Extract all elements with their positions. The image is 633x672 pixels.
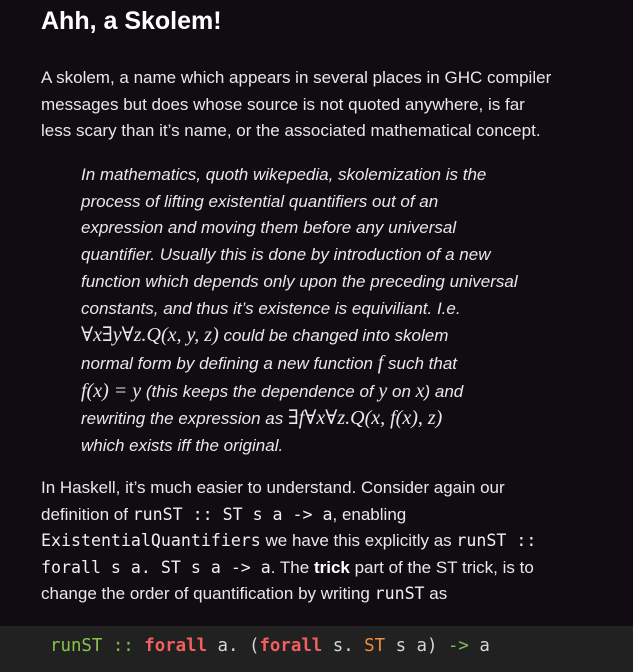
code-token-operator: -> (447, 636, 469, 656)
quote-text: ) and (424, 381, 464, 401)
code-token-type: ST (364, 636, 386, 656)
quote-text: function which depends only upon the preceding universal (81, 271, 518, 291)
quote-text: normal form by defining a new function (81, 353, 378, 373)
haskell-paragraph (41, 475, 581, 608)
intro-paragraph (41, 65, 581, 145)
text-span: In Haskell, it’s much easier to understand. Consider again our (41, 478, 505, 497)
quote-text: such that (383, 353, 457, 373)
quote-text: quantifier. Usually this is done by introduction of a new (81, 245, 491, 265)
code-token-identifier: a (468, 636, 490, 656)
math-formula: ∃f∀x∀z.Q(x, f(x), z) (287, 407, 443, 430)
blockquote (81, 162, 551, 460)
quote-text: expression and moving them before any universal (81, 218, 457, 238)
inline-code: forall s a. ST s a -> a (41, 557, 271, 577)
text-line: A skolem, a name which appears in several places in GHC compiler (41, 68, 552, 87)
code-token-identifier: s. (322, 636, 365, 656)
text-span: as (424, 584, 448, 603)
text-span: , enabling (332, 504, 407, 524)
text-line: less scary than it’s name, or the associated mathematical concept. (41, 121, 541, 140)
code-line (50, 635, 490, 657)
code-token-identifier: a. ( (207, 636, 260, 656)
text-span: we have this explicitly as (260, 531, 457, 550)
quote-text: rewriting the expression as (81, 409, 288, 429)
code-token-keyword: forall (259, 636, 323, 656)
math-formula: f (377, 351, 384, 374)
text-span: part of the ST trick, is to (349, 557, 534, 577)
code-token-function: runST (50, 636, 103, 656)
quote-text: process of lifting existential quantifiers out of an (81, 191, 439, 211)
inline-code: runST :: (456, 531, 537, 550)
text-span: . The (270, 557, 314, 577)
inline-code: ExistentialQuantifiers (41, 531, 261, 550)
code-token-operator: :: (102, 636, 145, 656)
text-span: change the order of quantification by writing (41, 584, 375, 603)
quote-text: constants, and thus it’s existence is equiviliant. I.e. (81, 298, 461, 318)
text-span: definition of (41, 504, 133, 524)
math-formula: f(x) = y (81, 379, 142, 402)
math-formula: x (415, 379, 425, 402)
text-line: messages but does whose source is not quoted anywhere, is far (41, 94, 525, 114)
math-formula: y (378, 379, 388, 402)
code-token-identifier: s a) (385, 636, 448, 656)
code-block (0, 626, 633, 672)
inline-code: runST :: ST s a -> a (132, 504, 333, 524)
bold-text: trick (313, 557, 350, 577)
quote-text: (this keeps the dependence of (141, 381, 379, 401)
quote-text: In mathematics, quoth wikepedia, skolemization is the (81, 165, 487, 184)
code-token-keyword: forall (144, 636, 208, 656)
quote-text: which exists iff the original. (81, 436, 284, 456)
quote-text: could be changed into skolem (218, 326, 449, 346)
math-formula: ∀x∃y∀z.Q(x, y, z) (81, 324, 219, 347)
quote-text: on (387, 381, 416, 401)
section-heading: Ahh, a Skolem! (41, 7, 222, 35)
inline-code: runST (374, 584, 425, 603)
